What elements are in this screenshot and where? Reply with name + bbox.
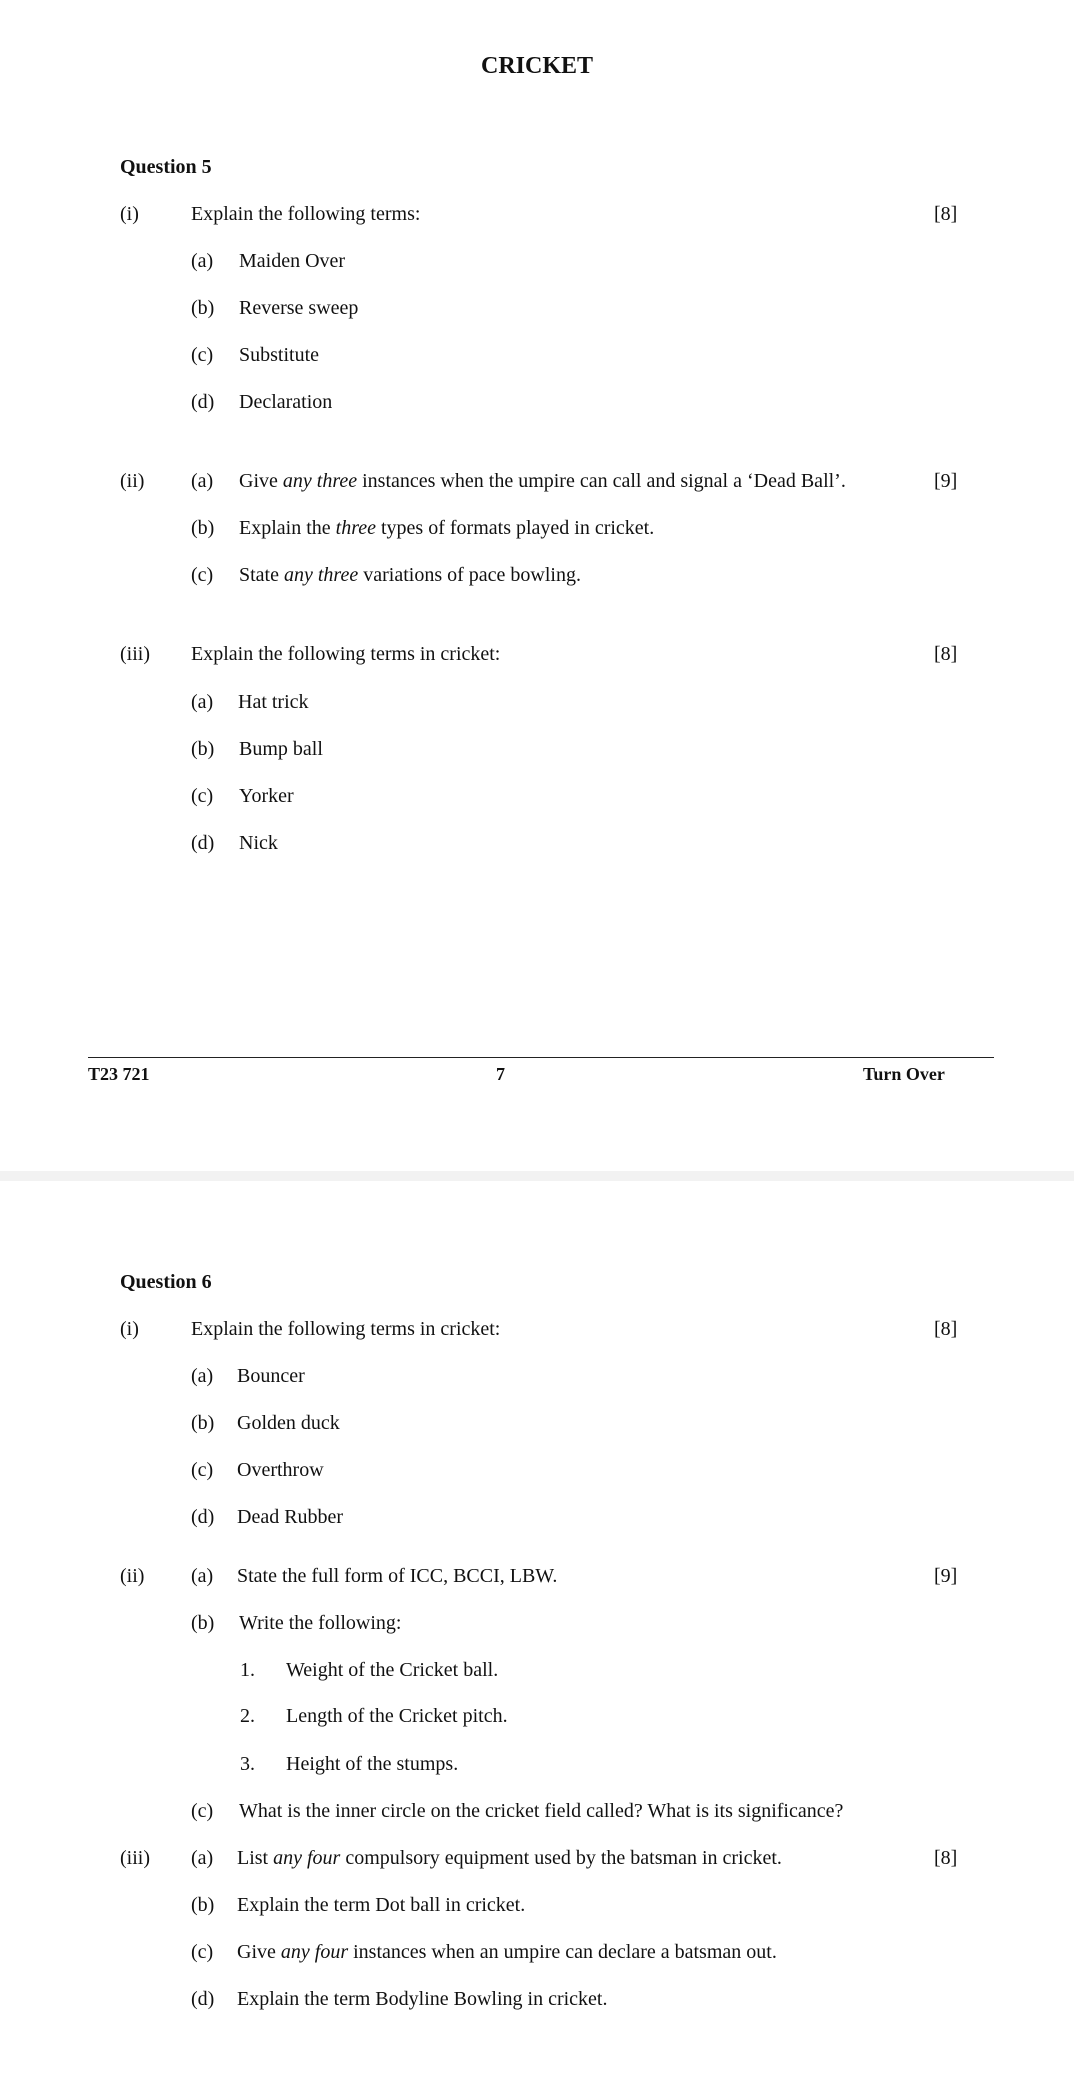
q5-ii-c-emphasis: any three	[284, 564, 359, 586]
q5-iii-b-letter: (b)	[191, 738, 215, 760]
q6-iii-c-post: instances when an umpire can declare a batsman out.	[348, 1941, 777, 1963]
q6-i-a-letter: (a)	[191, 1365, 214, 1387]
q6-ii-marks: [9]	[934, 1565, 958, 1587]
page-title: CRICKET	[481, 53, 594, 79]
q6-i-number: (i)	[120, 1318, 139, 1340]
q5-i-d-letter: (d)	[191, 391, 215, 413]
q6-ii-b-2-number: 2.	[240, 1705, 255, 1727]
q6-iii-b-letter: (b)	[191, 1894, 215, 1916]
q5-i-b-text: Reverse sweep	[239, 297, 359, 319]
q6-ii-b-1-text: Weight of the Cricket ball.	[286, 1659, 499, 1681]
q5-iii-a-letter: (a)	[191, 691, 214, 713]
q5-iii-d-text: Nick	[239, 832, 278, 854]
q6-ii-b-2-text: Length of the Cricket pitch.	[286, 1705, 508, 1727]
footer-page-number: 7	[496, 1064, 505, 1084]
q6-iii-c-letter: (c)	[191, 1941, 214, 1963]
q5-iii-number: (iii)	[120, 643, 150, 665]
q6-iii-b-text: Explain the term Dot ball in cricket.	[237, 1894, 526, 1916]
q5-iii-a-text: Hat trick	[238, 691, 309, 713]
q5-ii-a-letter: (a)	[191, 470, 214, 492]
question-5-heading: Question 5	[120, 156, 212, 178]
q6-ii-c-text: What is the inner circle on the cricket field called? What is its significance?	[239, 1800, 844, 1822]
q5-iii-b-text: Bump ball	[239, 738, 323, 760]
q6-i-text: Explain the following terms in cricket:	[191, 1318, 501, 1340]
q6-ii-b-3-text: Height of the stumps.	[286, 1753, 459, 1775]
q6-iii-c-pre: Give	[237, 1941, 281, 1963]
q6-i-b-letter: (b)	[191, 1412, 215, 1434]
q6-i-c-text: Overthrow	[237, 1459, 324, 1481]
q6-i-d-letter: (d)	[191, 1506, 215, 1528]
q6-iii-marks: [8]	[934, 1847, 958, 1869]
q6-ii-b-3-number: 3.	[240, 1753, 255, 1775]
q5-iii-text: Explain the following terms in cricket:	[191, 643, 501, 665]
footer-paper-code: T23 721	[88, 1064, 150, 1084]
q5-ii-b-post: types of formats played in cricket.	[376, 517, 655, 539]
q6-ii-c-letter: (c)	[191, 1800, 214, 1822]
q6-i-a-text: Bouncer	[237, 1365, 305, 1387]
q5-iii-d-letter: (d)	[191, 832, 215, 854]
q5-i-a-letter: (a)	[191, 250, 214, 272]
q6-iii-a-emphasis: any four	[273, 1847, 341, 1869]
footer-rule	[88, 1057, 994, 1058]
q6-ii-a-letter: (a)	[191, 1565, 214, 1587]
q6-ii-b-1-number: 1.	[240, 1659, 255, 1681]
q5-i-d-text: Declaration	[239, 391, 333, 413]
q6-iii-a-text	[237, 1846, 782, 1870]
footer-turn-over: Turn Over	[863, 1064, 945, 1084]
q6-i-c-letter: (c)	[191, 1459, 214, 1481]
q6-i-d-text: Dead Rubber	[237, 1506, 344, 1528]
q5-ii-b-text	[239, 516, 654, 540]
q6-ii-b-letter: (b)	[191, 1612, 215, 1634]
q5-ii-b-letter: (b)	[191, 517, 215, 539]
q5-i-c-text: Substitute	[239, 344, 320, 366]
q6-ii-number: (ii)	[120, 1565, 145, 1587]
q6-iii-d-text: Explain the term Bodyline Bowling in cricket.	[237, 1988, 608, 2010]
q5-ii-a-emphasis: any three	[282, 470, 358, 492]
q5-i-number: (i)	[120, 203, 139, 225]
q5-ii-a-post: instances when the umpire can call and signal a ‘Dead Ball’.	[357, 470, 846, 492]
q5-iii-c-letter: (c)	[191, 785, 214, 807]
q6-iii-a-pre: List	[237, 1847, 274, 1869]
q6-iii-a-letter: (a)	[191, 1847, 214, 1869]
q6-ii-a-text: State the full form of ICC, BCCI, LBW.	[237, 1565, 558, 1587]
q6-iii-c-text	[237, 1940, 777, 1964]
q6-iii-c-emphasis: any four	[280, 1941, 349, 1963]
question-6-heading: Question 6	[120, 1271, 212, 1293]
q5-i-text: Explain the following terms:	[191, 203, 421, 225]
q5-i-b-letter: (b)	[191, 297, 215, 319]
q5-ii-c-pre: State	[239, 564, 284, 586]
q5-i-a-text: Maiden Over	[239, 250, 346, 272]
q5-ii-b-pre: Explain the	[239, 517, 336, 539]
q6-iii-number: (iii)	[120, 1847, 150, 1869]
q5-ii-c-letter: (c)	[191, 564, 214, 586]
q6-iii-d-letter: (d)	[191, 1988, 215, 2010]
q6-i-marks: [8]	[934, 1318, 958, 1340]
q5-i-c-letter: (c)	[191, 344, 214, 366]
q6-iii-a-post: compulsory equipment used by the batsman in cricket.	[340, 1847, 782, 1869]
page-separator	[0, 1171, 1074, 1181]
q5-iii-marks: [8]	[934, 643, 958, 665]
q5-ii-a-pre: Give	[239, 470, 283, 492]
q5-ii-c-post: variations of pace bowling.	[358, 564, 581, 586]
q5-ii-a-text	[239, 469, 846, 493]
q5-ii-b-emphasis: three	[335, 517, 376, 539]
q6-i-b-text: Golden duck	[237, 1412, 340, 1434]
q5-ii-c-text	[239, 563, 581, 587]
q5-iii-c-text: Yorker	[239, 785, 294, 807]
q6-ii-b-text: Write the following:	[239, 1612, 402, 1634]
q5-ii-number: (ii)	[120, 470, 145, 492]
q5-i-marks: [8]	[934, 203, 958, 225]
q5-ii-marks: [9]	[934, 470, 958, 492]
